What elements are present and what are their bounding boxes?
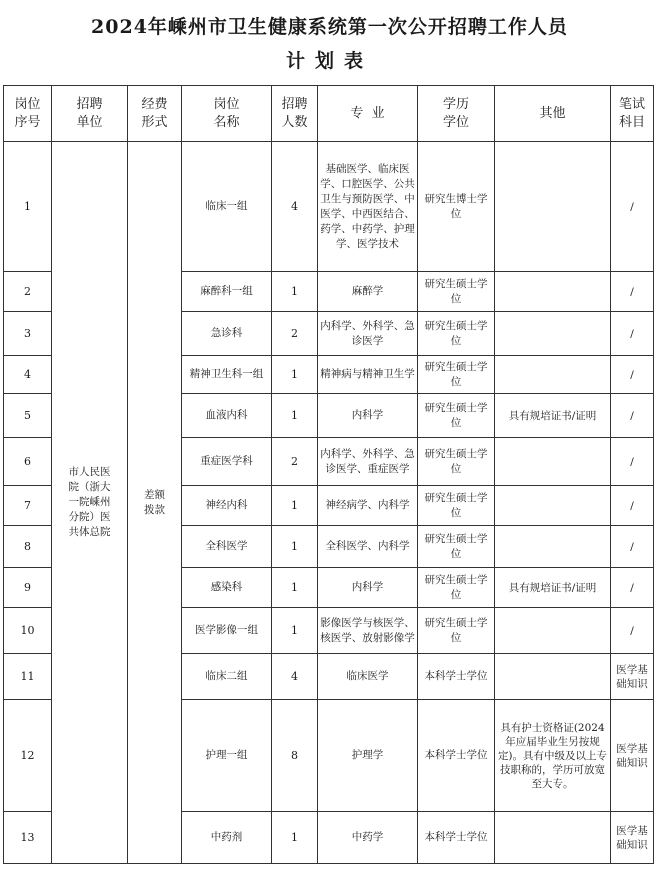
degree-cell: 研究生硕士学位 bbox=[418, 394, 495, 438]
major-cell: 中药学 bbox=[318, 812, 418, 864]
other-cell: 具有规培证书/证明 bbox=[495, 568, 611, 608]
exam-cell: / bbox=[611, 142, 654, 272]
count-cell: 1 bbox=[272, 812, 318, 864]
post-no-cell: 6 bbox=[4, 438, 52, 486]
degree-cell: 研究生硕士学位 bbox=[418, 608, 495, 654]
count-cell: 1 bbox=[272, 356, 318, 394]
other-cell bbox=[495, 526, 611, 568]
exam-cell: 医学基础知识 bbox=[611, 654, 654, 700]
major-cell: 精神病与精神卫生学 bbox=[318, 356, 418, 394]
exam-cell: 医学基础知识 bbox=[611, 700, 654, 812]
exam-cell: / bbox=[611, 394, 654, 438]
degree-cell: 研究生硕士学位 bbox=[418, 438, 495, 486]
header-unit: 招聘 单位 bbox=[52, 86, 128, 142]
count-cell: 4 bbox=[272, 654, 318, 700]
header-other: 其他 bbox=[495, 86, 611, 142]
exam-cell: / bbox=[611, 608, 654, 654]
post-name-cell: 临床二组 bbox=[182, 654, 272, 700]
major-cell: 全科医学、内科学 bbox=[318, 526, 418, 568]
post-no-cell: 11 bbox=[4, 654, 52, 700]
other-cell bbox=[495, 312, 611, 356]
degree-cell: 研究生硕士学位 bbox=[418, 312, 495, 356]
header-exam: 笔试 科目 bbox=[611, 86, 654, 142]
document-title-line2: 计划表 bbox=[285, 50, 373, 72]
degree-cell: 研究生硕士学位 bbox=[418, 568, 495, 608]
header-post-name: 岗位 名称 bbox=[182, 86, 272, 142]
post-name-cell: 神经内科 bbox=[182, 486, 272, 526]
header-major: 专 业 bbox=[318, 86, 418, 142]
post-name-cell: 重症医学科 bbox=[182, 438, 272, 486]
post-no-cell: 3 bbox=[4, 312, 52, 356]
exam-cell: / bbox=[611, 272, 654, 312]
degree-cell: 本科学士学位 bbox=[418, 812, 495, 864]
count-cell: 2 bbox=[272, 312, 318, 356]
count-cell: 1 bbox=[272, 394, 318, 438]
other-cell bbox=[495, 812, 611, 864]
major-cell: 护理学 bbox=[318, 700, 418, 812]
post-name-cell: 护理一组 bbox=[182, 700, 272, 812]
major-cell: 临床医学 bbox=[318, 654, 418, 700]
count-cell: 1 bbox=[272, 608, 318, 654]
other-cell bbox=[495, 142, 611, 272]
exam-cell: 医学基础知识 bbox=[611, 812, 654, 864]
other-cell: 具有规培证书/证明 bbox=[495, 394, 611, 438]
post-name-cell: 全科医学 bbox=[182, 526, 272, 568]
major-cell: 内科学、外科学、急诊医学 bbox=[318, 312, 418, 356]
count-cell: 1 bbox=[272, 272, 318, 312]
other-cell bbox=[495, 438, 611, 486]
count-cell: 4 bbox=[272, 142, 318, 272]
major-cell: 麻醉学 bbox=[318, 272, 418, 312]
major-cell: 基础医学、临床医学、口腔医学、公共卫生与预防医学、中医学、中西医结合、药学、中药学、护理学、医学技术 bbox=[318, 142, 418, 272]
other-cell bbox=[495, 654, 611, 700]
post-no-cell: 5 bbox=[4, 394, 52, 438]
post-name-cell: 精神卫生科一组 bbox=[182, 356, 272, 394]
exam-cell: / bbox=[611, 486, 654, 526]
major-cell: 内科学 bbox=[318, 568, 418, 608]
other-cell: 具有护士资格证(2024年应届毕业生另按规定)。具有中级及以上专技职称的，学历可放宽至大专。 bbox=[495, 700, 611, 812]
exam-cell: / bbox=[611, 438, 654, 486]
count-cell: 1 bbox=[272, 486, 318, 526]
major-cell: 神经病学、内科学 bbox=[318, 486, 418, 526]
major-cell: 内科学 bbox=[318, 394, 418, 438]
header-post-no: 岗位 序号 bbox=[4, 86, 52, 142]
post-name-cell: 临床一组 bbox=[182, 142, 272, 272]
post-no-cell: 10 bbox=[4, 608, 52, 654]
other-cell bbox=[495, 486, 611, 526]
post-no-cell: 7 bbox=[4, 486, 52, 526]
post-no-cell: 1 bbox=[4, 142, 52, 272]
post-name-cell: 急诊科 bbox=[182, 312, 272, 356]
count-cell: 8 bbox=[272, 700, 318, 812]
degree-cell: 研究生硕士学位 bbox=[418, 356, 495, 394]
exam-cell: / bbox=[611, 526, 654, 568]
post-name-cell: 麻醉科一组 bbox=[182, 272, 272, 312]
post-name-cell: 感染科 bbox=[182, 568, 272, 608]
funding-cell: 差额拨款 bbox=[128, 142, 182, 864]
exam-cell: / bbox=[611, 356, 654, 394]
major-cell: 内科学、外科学、急诊医学、重症医学 bbox=[318, 438, 418, 486]
degree-cell: 本科学士学位 bbox=[418, 654, 495, 700]
header-degree: 学历 学位 bbox=[418, 86, 495, 142]
degree-cell: 研究生博士学位 bbox=[418, 142, 495, 272]
table-header-row bbox=[4, 86, 654, 142]
degree-cell: 研究生硕士学位 bbox=[418, 272, 495, 312]
exam-cell: / bbox=[611, 312, 654, 356]
degree-cell: 研究生硕士学位 bbox=[418, 486, 495, 526]
post-no-cell: 8 bbox=[4, 526, 52, 568]
post-no-cell: 9 bbox=[4, 568, 52, 608]
post-no-cell: 12 bbox=[4, 700, 52, 812]
header-count: 招聘 人数 bbox=[272, 86, 318, 142]
count-cell: 1 bbox=[272, 526, 318, 568]
exam-cell: / bbox=[611, 568, 654, 608]
other-cell bbox=[495, 356, 611, 394]
degree-cell: 研究生硕士学位 bbox=[418, 526, 495, 568]
other-cell bbox=[495, 272, 611, 312]
post-no-cell: 4 bbox=[4, 356, 52, 394]
post-no-cell: 13 bbox=[4, 812, 52, 864]
post-name-cell: 血液内科 bbox=[182, 394, 272, 438]
degree-cell: 本科学士学位 bbox=[418, 700, 495, 812]
header-funding: 经费 形式 bbox=[128, 86, 182, 142]
post-name-cell: 医学影像一组 bbox=[182, 608, 272, 654]
major-cell: 影像医学与核医学、核医学、放射影像学 bbox=[318, 608, 418, 654]
count-cell: 2 bbox=[272, 438, 318, 486]
post-no-cell: 2 bbox=[4, 272, 52, 312]
recruitment-plan-table bbox=[3, 85, 654, 864]
other-cell bbox=[495, 608, 611, 654]
post-name-cell: 中药剂 bbox=[182, 812, 272, 864]
unit-cell: 市人民医院（浙大一院嵊州分院）医共体总院 bbox=[52, 142, 128, 864]
document-title-line1: 2024年嵊州市卫生健康系统第一次公开招聘工作人员 bbox=[91, 16, 568, 38]
count-cell: 1 bbox=[272, 568, 318, 608]
table-row bbox=[4, 142, 654, 272]
